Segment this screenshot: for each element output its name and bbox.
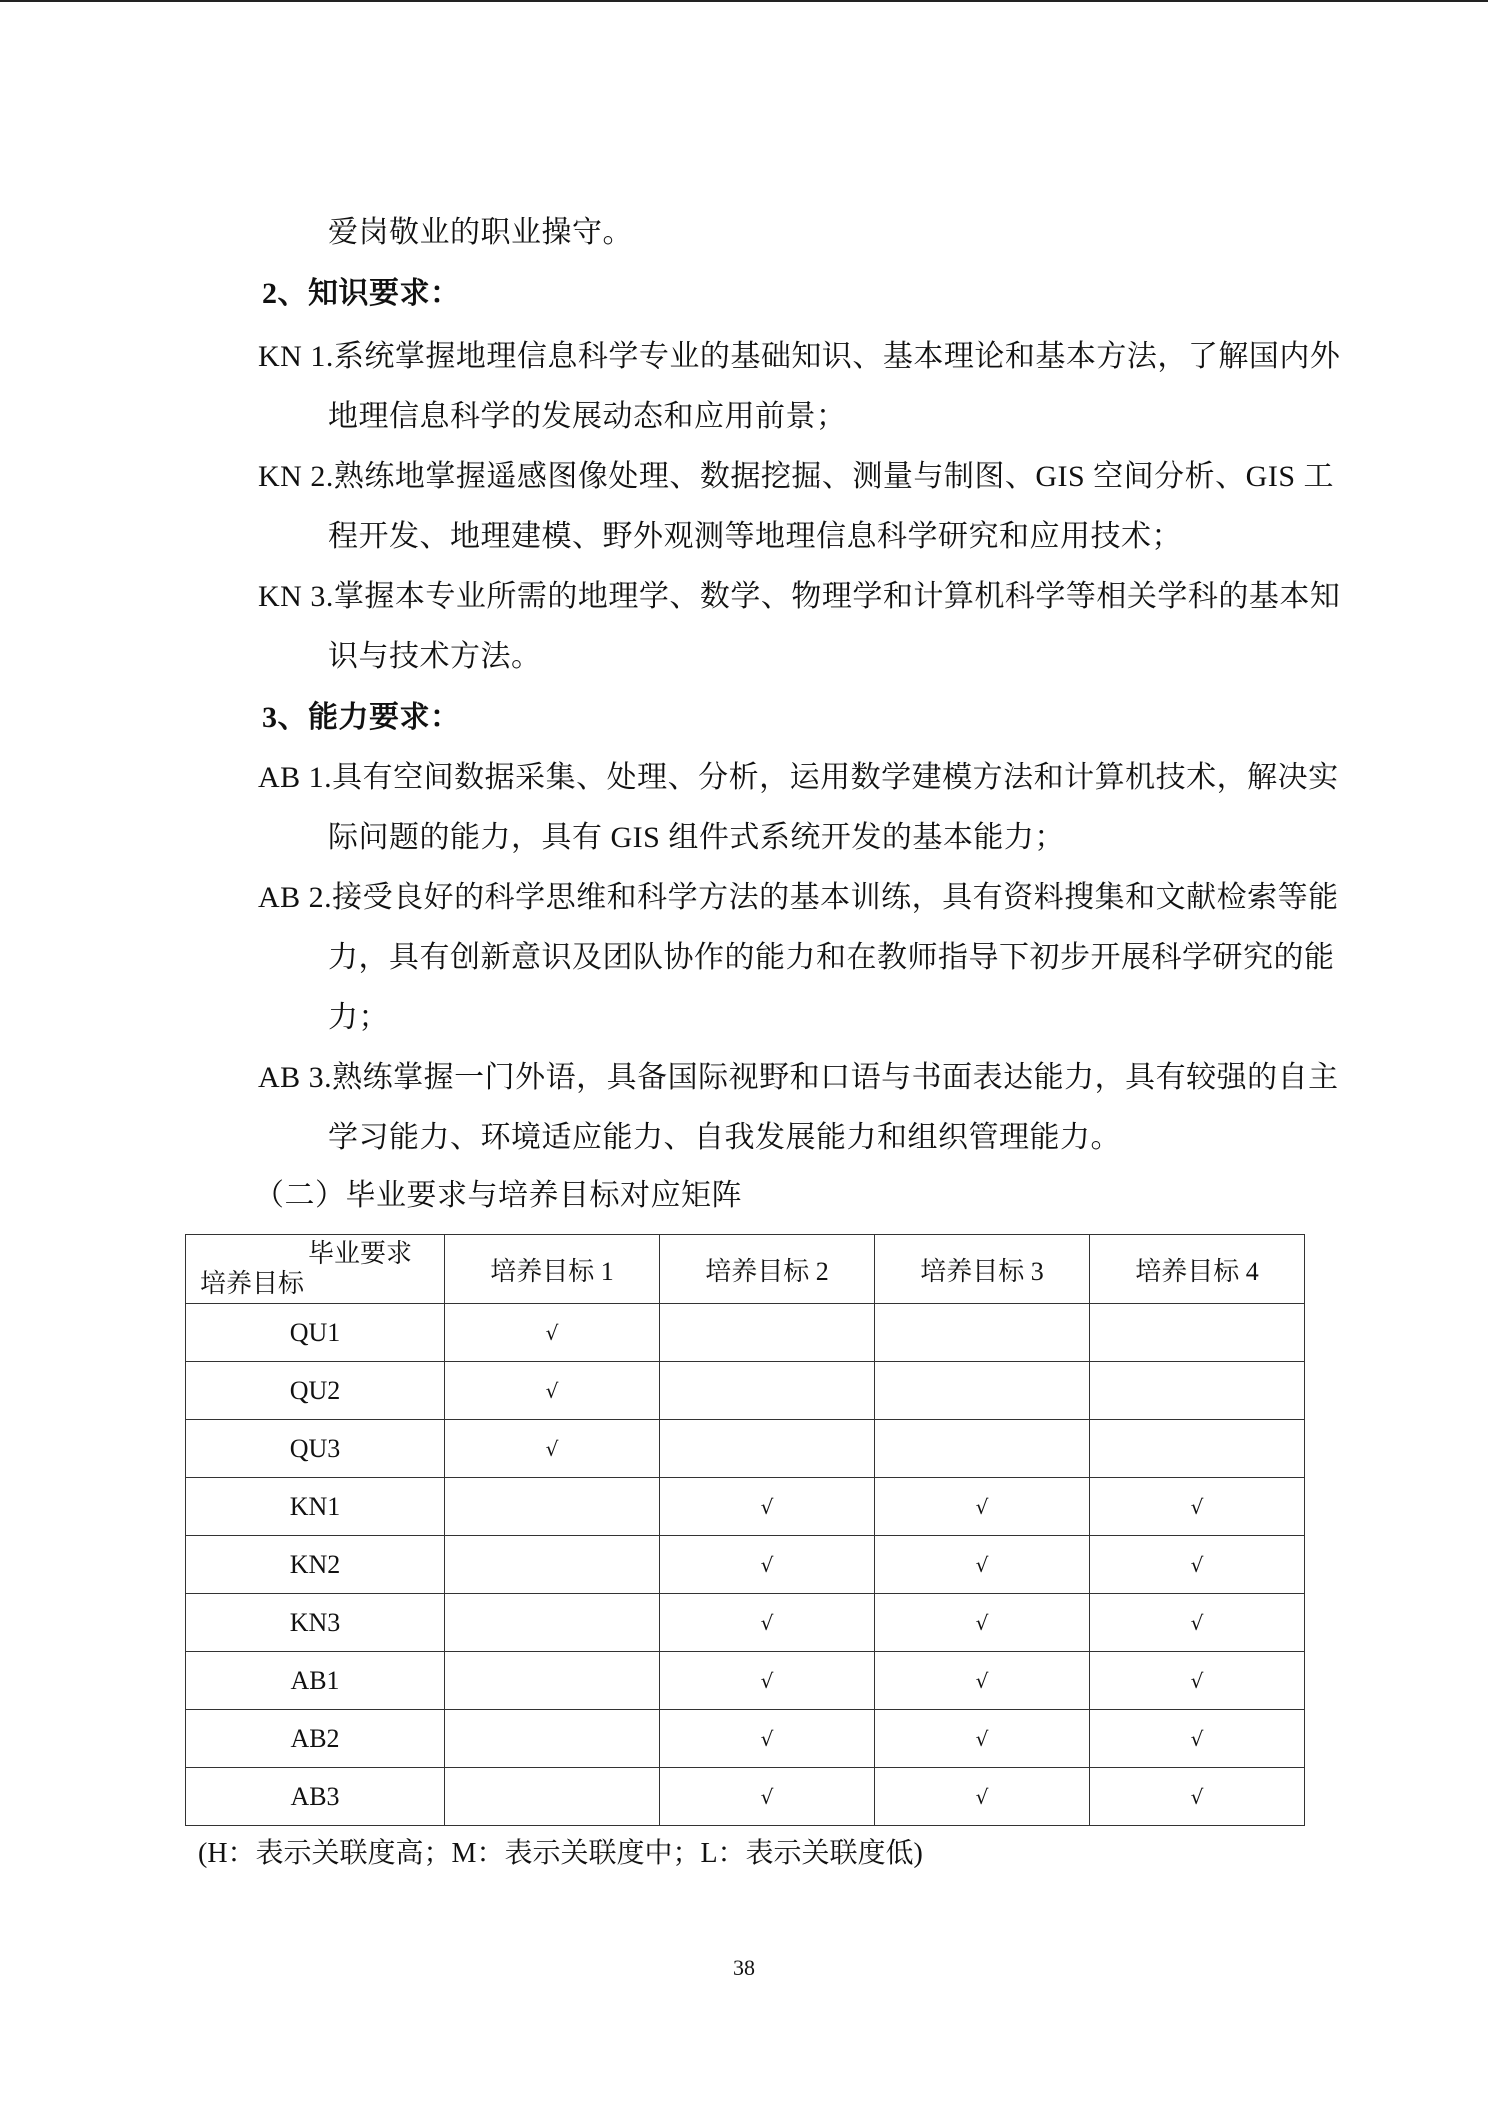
table-row xyxy=(186,1710,1305,1768)
table-row xyxy=(186,1362,1305,1420)
requirements-matrix-table xyxy=(185,1234,1305,1826)
table-row xyxy=(186,1594,1305,1652)
ab2-text-continued-2: 力； xyxy=(328,1001,389,1034)
check-mark-cell: √ xyxy=(875,1594,1090,1652)
kn1-text-continued: 地理信息科学的发展动态和应用前景； xyxy=(328,400,847,433)
row-label: AB2 xyxy=(186,1710,445,1768)
check-mark-cell: √ xyxy=(445,1420,660,1478)
table-row xyxy=(186,1768,1305,1826)
row-label: KN1 xyxy=(186,1478,445,1536)
check-mark-cell: √ xyxy=(1090,1768,1305,1826)
check-mark-cell: √ xyxy=(445,1362,660,1420)
row-label: KN2 xyxy=(186,1536,445,1594)
check-mark-cell: √ xyxy=(660,1536,875,1594)
kn3-text-continued: 识与技术方法。 xyxy=(328,640,542,673)
table-row xyxy=(186,1478,1305,1536)
check-mark-cell xyxy=(445,1594,660,1652)
check-mark-cell xyxy=(1090,1420,1305,1478)
kn1-text: KN 1.系统掌握地理信息科学专业的基础知识、基本理论和基本方法，了解国内外 xyxy=(258,340,1341,373)
row-label: QU2 xyxy=(186,1362,445,1420)
check-mark-cell xyxy=(660,1420,875,1478)
table-row xyxy=(186,1536,1305,1594)
check-mark-cell: √ xyxy=(875,1478,1090,1536)
kn3-text: KN 3.掌握本专业所需的地理学、数学、物理学和计算机科学等相关学科的基本知 xyxy=(258,580,1341,613)
corner-label-requirements: 毕业要求 xyxy=(307,1239,412,1268)
check-mark-cell xyxy=(1090,1362,1305,1420)
check-mark-cell xyxy=(875,1420,1090,1478)
text-line: 爱岗敬业的职业操守。 xyxy=(328,216,633,249)
page-top-border xyxy=(0,0,1488,2)
table-row xyxy=(186,1652,1305,1710)
check-mark-cell: √ xyxy=(875,1536,1090,1594)
corner-label-objectives: 培养目标 xyxy=(200,1269,305,1298)
check-mark-cell: √ xyxy=(1090,1594,1305,1652)
table-row xyxy=(186,1420,1305,1478)
ab2-text: AB 2.接受良好的科学思维和科学方法的基本训练，具有资料搜集和文献检索等能 xyxy=(258,881,1339,914)
table-header-row xyxy=(186,1235,1305,1304)
check-mark-cell xyxy=(875,1362,1090,1420)
check-mark-cell: √ xyxy=(445,1304,660,1362)
table-corner-cell xyxy=(186,1235,445,1304)
check-mark-cell: √ xyxy=(660,1478,875,1536)
check-mark-cell: √ xyxy=(875,1710,1090,1768)
ab3-text-continued: 学习能力、环境适应能力、自我发展能力和组织管理能力。 xyxy=(328,1121,1121,1154)
row-label: AB1 xyxy=(186,1652,445,1710)
row-label: QU1 xyxy=(186,1304,445,1362)
relevance-legend-note: (H：表示关联度高；M：表示关联度中；L：表示关联度低) xyxy=(198,1838,923,1869)
row-label: QU3 xyxy=(186,1420,445,1478)
section-heading-ability: 3、能力要求： xyxy=(262,701,461,734)
table-row xyxy=(186,1304,1305,1362)
check-mark-cell: √ xyxy=(660,1652,875,1710)
ab1-text: AB 1.具有空间数据采集、处理、分析，运用数学建模方法和计算机技术，解决实 xyxy=(258,761,1339,794)
check-mark-cell xyxy=(445,1768,660,1826)
column-header: 培养目标 4 xyxy=(1090,1235,1305,1304)
check-mark-cell: √ xyxy=(660,1710,875,1768)
check-mark-cell xyxy=(660,1362,875,1420)
ab1-text-continued: 际问题的能力，具有 GIS 组件式系统开发的基本能力； xyxy=(328,821,1065,854)
check-mark-cell xyxy=(445,1710,660,1768)
check-mark-cell: √ xyxy=(875,1768,1090,1826)
check-mark-cell: √ xyxy=(1090,1478,1305,1536)
check-mark-cell xyxy=(445,1536,660,1594)
check-mark-cell xyxy=(660,1304,875,1362)
check-mark-cell xyxy=(1090,1304,1305,1362)
check-mark-cell: √ xyxy=(1090,1536,1305,1594)
check-mark-cell: √ xyxy=(660,1768,875,1826)
check-mark-cell: √ xyxy=(875,1652,1090,1710)
row-label: KN3 xyxy=(186,1594,445,1652)
section-heading-knowledge: 2、知识要求： xyxy=(262,277,461,310)
kn2-text: KN 2.熟练地掌握遥感图像处理、数据挖掘、测量与制图、GIS 空间分析、GIS 工 xyxy=(258,460,1335,493)
row-label: AB3 xyxy=(186,1768,445,1826)
check-mark-cell xyxy=(445,1478,660,1536)
column-header: 培养目标 3 xyxy=(875,1235,1090,1304)
check-mark-cell: √ xyxy=(660,1594,875,1652)
matrix-caption: （二）毕业要求与培养目标对应矩阵 xyxy=(254,1179,742,1212)
check-mark-cell xyxy=(445,1652,660,1710)
kn2-text-continued: 程开发、地理建模、野外观测等地理信息科学研究和应用技术； xyxy=(328,520,1182,553)
column-header: 培养目标 1 xyxy=(445,1235,660,1304)
ab2-text-continued: 力，具有创新意识及团队协作的能力和在教师指导下初步开展科学研究的能 xyxy=(328,941,1335,974)
page-number: 38 xyxy=(733,1955,755,1980)
ab3-text: AB 3.熟练掌握一门外语，具备国际视野和口语与书面表达能力，具有较强的自主 xyxy=(258,1061,1339,1094)
check-mark-cell xyxy=(875,1304,1090,1362)
column-header: 培养目标 2 xyxy=(660,1235,875,1304)
check-mark-cell: √ xyxy=(1090,1652,1305,1710)
check-mark-cell: √ xyxy=(1090,1710,1305,1768)
